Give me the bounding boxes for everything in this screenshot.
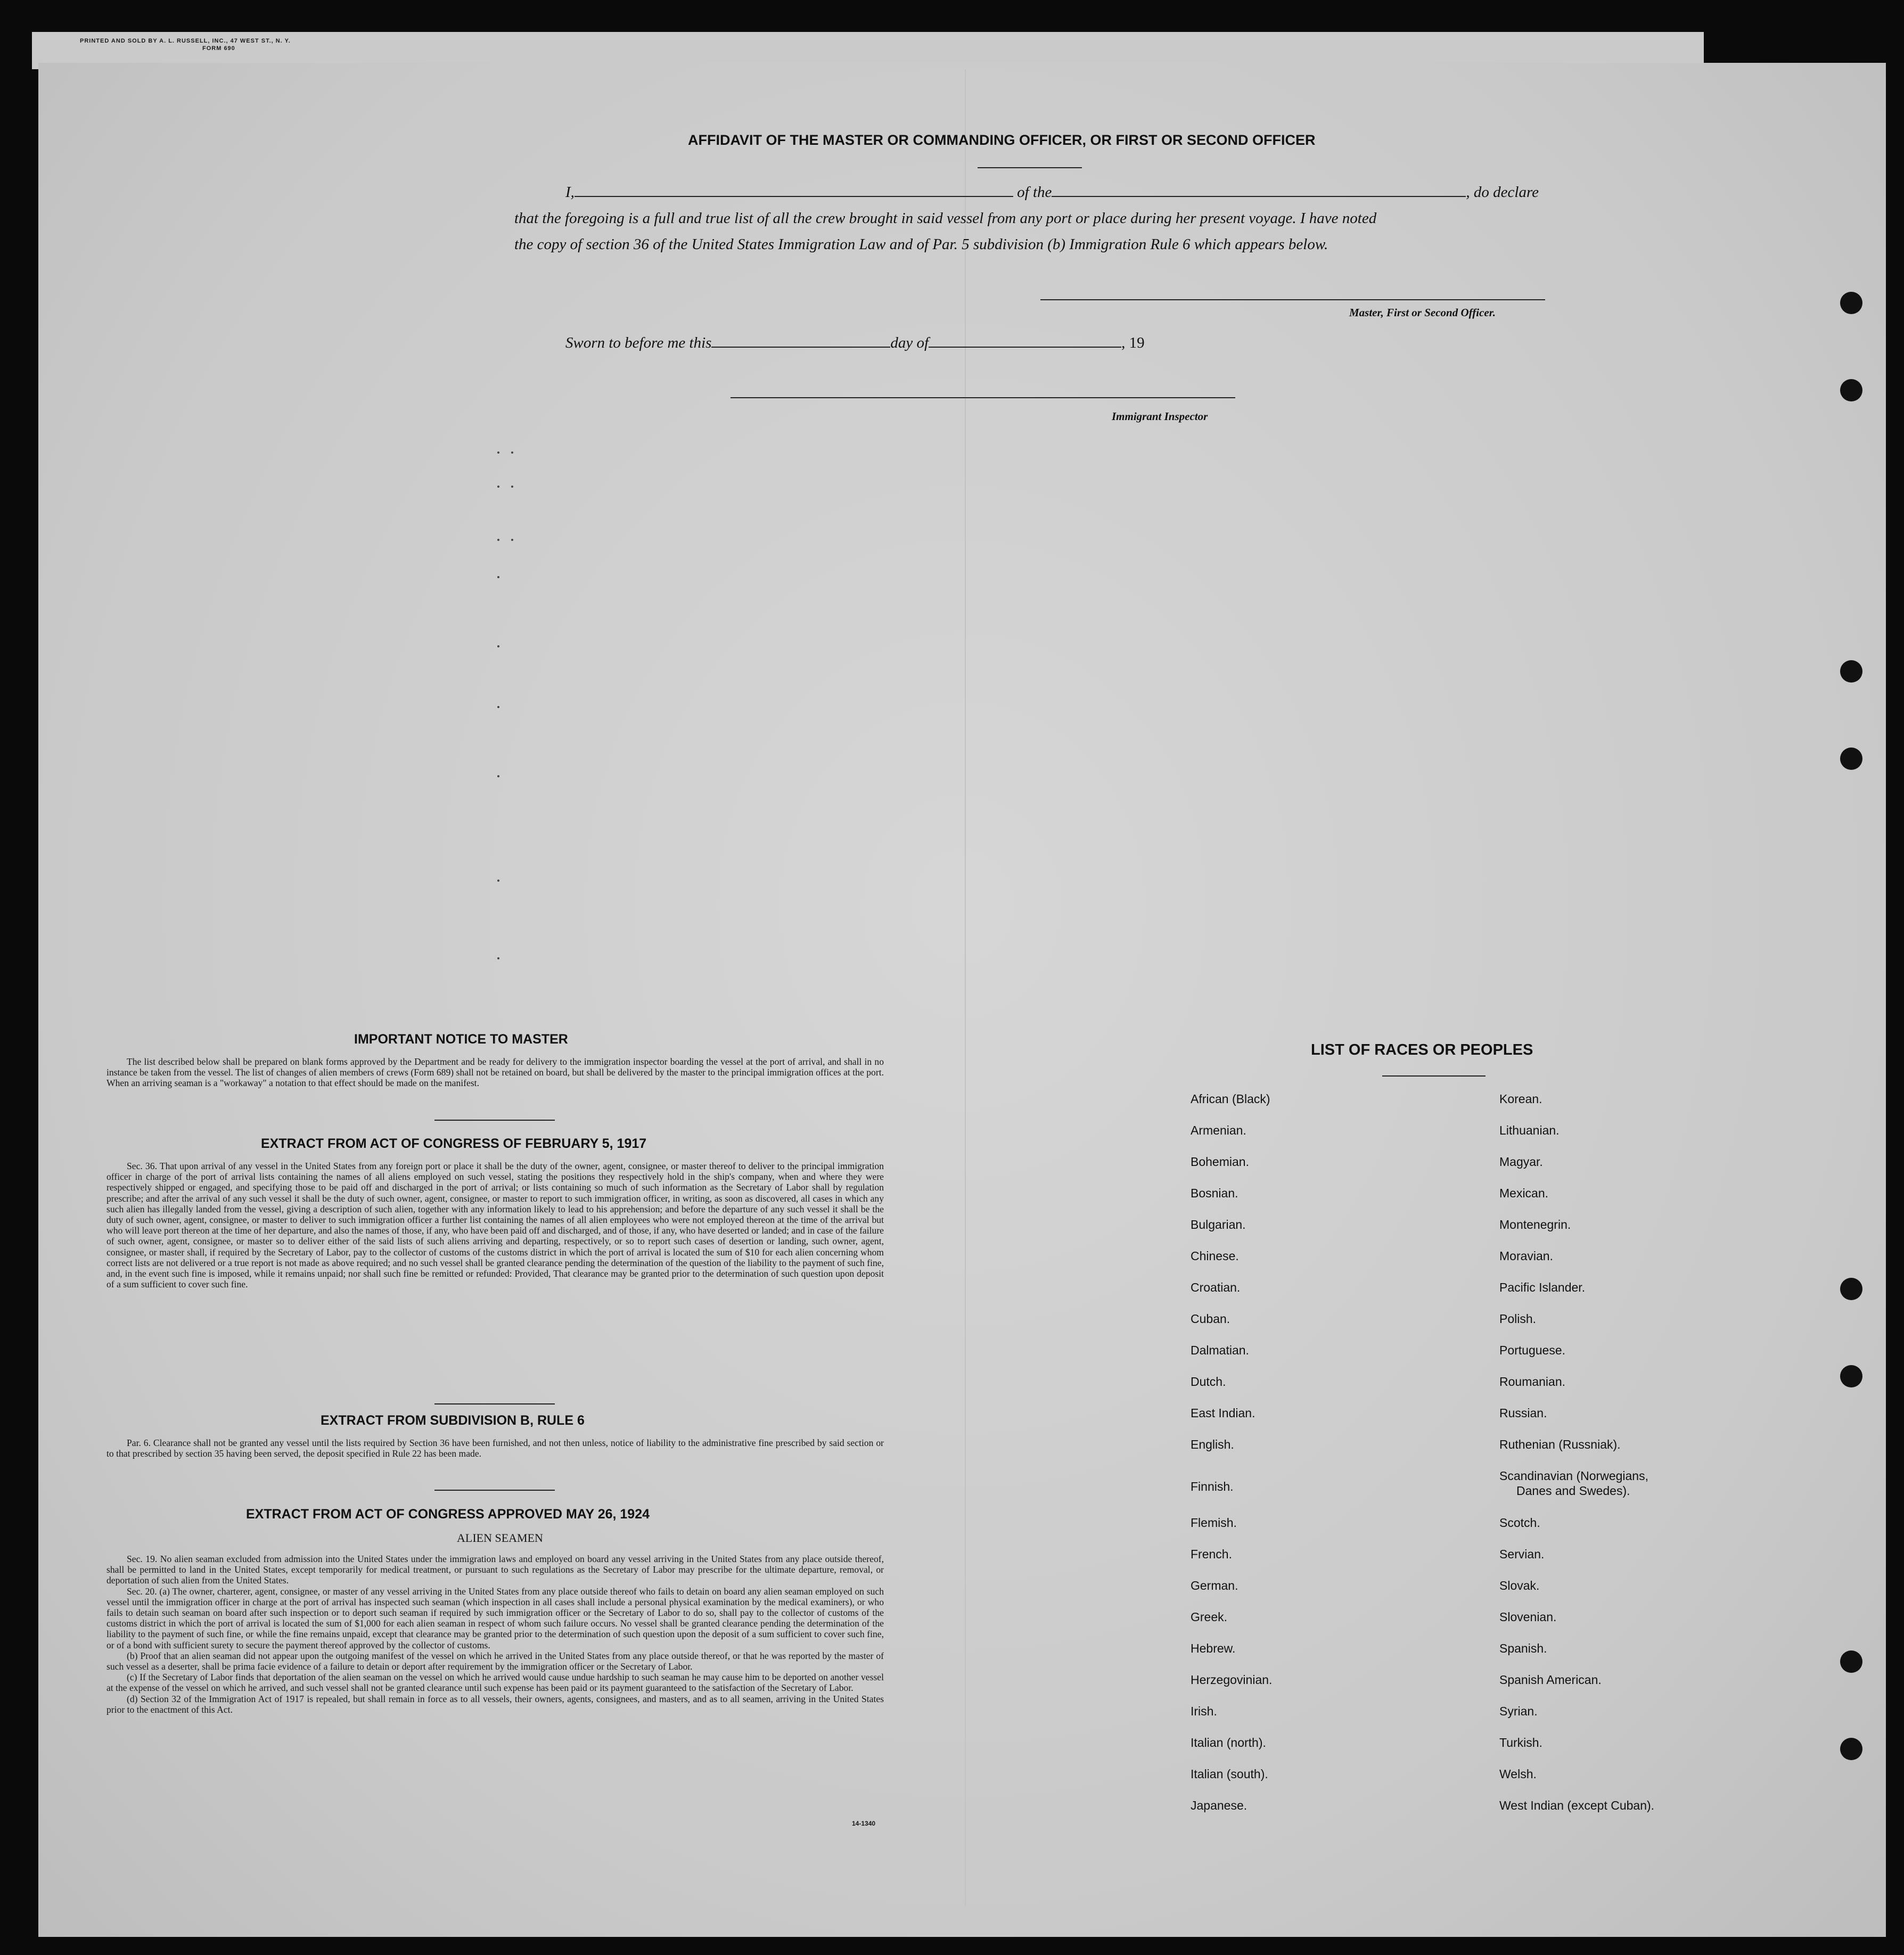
- section-rule: [434, 1403, 555, 1404]
- race-item: Chinese.: [1191, 1249, 1239, 1263]
- notice-paragraph: The list described below shall be prepared on blank forms approved by the Department and be ready for delivery to the immigration inspector boarding the vessel at the port of arrival, and shall in no instance be taken from the vessel. The list of changes of alien members of crews (Form 689) shall not be retained on board, but shall be delivered by the master to the principal immigration offices at the port. When an arriving seaman is a "workaway" a notation to that effect should be made on the manifest.: [106, 1056, 884, 1089]
- race-item: Italian (north).: [1191, 1736, 1266, 1749]
- extract-rule6-title: EXTRACT FROM SUBDIVISION B, RULE 6: [321, 1413, 585, 1428]
- race-item: Syrian.: [1499, 1704, 1538, 1718]
- binder-hole: [1840, 1278, 1862, 1300]
- race-item: Moravian.: [1499, 1249, 1553, 1263]
- race-item: Japanese.: [1191, 1798, 1248, 1812]
- race-item: Turkish.: [1499, 1736, 1542, 1749]
- races-title: LIST OF RACES OR PEOPLES: [1311, 1041, 1533, 1058]
- race-item: Flemish.: [1191, 1516, 1237, 1530]
- race-item: Slovak.: [1499, 1579, 1540, 1592]
- extract-rule6-text: [106, 1438, 884, 1459]
- race-item: Magyar.: [1499, 1155, 1543, 1169]
- extract-1924-paragraph: (c) If the Secretary of Labor finds that deportation of the alien seaman on the vessel on which he arrived would cause undue hardship to such seaman he may cause him to be deported on another vessel at the expense of the vessel on which he arrived, and such vessel shall not be granted clearance until such expense has been paid or its payment guaranteed to the satisfaction of the Secretary of Labor.: [106, 1672, 884, 1694]
- race-item: Roumanian.: [1499, 1375, 1566, 1389]
- race-item: West Indian (except Cuban).: [1499, 1798, 1655, 1812]
- dot-mark: [497, 775, 499, 777]
- dot-mark: [511, 486, 513, 488]
- race-item: Cuban.: [1191, 1312, 1230, 1326]
- extract-1917-paragraph: Sec. 36. That upon arrival of any vessel in the United States from any foreign port or place it shall be the duty of the owner, agent, consignee, or master thereof to deliver to the principal immigration officer in charge of the port of arrival lists containing the names of all aliens employed on such vessel, stating the positions they respectively hold in the ship's company, when and where they were respectively shipped or engaged, and specifying those to be paid off and discharged in the port of arrival; or lists containing so much of such information as the Secretary of Labor shall by regulation prescribe; and after the arrival of any such vessel it shall be the duty of such owner, agent, consignee, or master to report to such immigration officer, in writing, as soon as discovered, all cases in which any such alien has illegally landed from the vessel, giving a description of such alien, together with any information likely to lead to his apprehension; and before the departure of any such vessel it shall be the duty of such owner, agent, consignee, or master to deliver to such immigration officer a further list containing the names of all alien employees who were not employed thereon at the time of the arrival but who will leave port thereon at the time of her departure, and also the names of those, if any, who have been paid off and discharged, and of those, if any, who have deserted or landed; and in case of the failure of such owner, agent, consignee, or master so to deliver either of the said lists of such aliens arriving and departing, respectively, or so to report such cases of desertion or landing, such owner, agent, consignee, or master shall, if required by the Secretary of Labor, pay to the collector of customs of the customs district in which the port of arrival is located the sum of $10 for each alien concerning whom correct lists are not delivered or a true report is not made as above required; and no such vessel shall be granted clearance pending the determination of the question of the liability to the payment of such fine, and, in the event such fine is imposed, while it remains unpaid; nor shall such fine be remitted or refunded: Provided, That clearance may be granted prior to the determination of such question upon deposit of a sum sufficient to cover such fine.: [106, 1161, 884, 1290]
- races-title-rule: [1382, 1075, 1486, 1077]
- race-item: African (Black): [1191, 1092, 1270, 1106]
- binder-hole: [1840, 1365, 1862, 1387]
- race-item: Pacific Islander.: [1499, 1280, 1586, 1294]
- affidavit-line-1: [565, 184, 1539, 201]
- form-number-bottom: 14-1340: [852, 1820, 876, 1827]
- race-item: Dutch.: [1191, 1375, 1226, 1389]
- race-item: Montenegrin.: [1499, 1218, 1571, 1231]
- race-item: Hebrew.: [1191, 1641, 1236, 1655]
- binder-hole: [1840, 660, 1862, 683]
- printer-imprint: [80, 37, 291, 52]
- race-item: Italian (south).: [1191, 1767, 1268, 1781]
- notice-text: [106, 1056, 884, 1089]
- extract-1924-subtitle: ALIEN SEAMEN: [457, 1531, 543, 1545]
- notice-title: IMPORTANT NOTICE TO MASTER: [354, 1032, 568, 1047]
- form-number-top: FORM 690: [202, 45, 235, 52]
- dot-mark: [511, 451, 513, 454]
- race-item: Polish.: [1499, 1312, 1537, 1326]
- sworn-day-field[interactable]: [711, 335, 890, 348]
- dot-mark: [497, 880, 499, 882]
- race-item: Greek.: [1191, 1610, 1228, 1624]
- dot-mark: [497, 957, 499, 959]
- race-item: Scotch.: [1499, 1516, 1540, 1530]
- race-item: Dalmatian.: [1191, 1343, 1249, 1357]
- affidavit-title: AFFIDAVIT OF THE MASTER OR COMMANDING OFFICER, OR FIRST OR SECOND OFFICER: [688, 132, 1316, 148]
- sworn-text: Sworn to before me this: [565, 334, 712, 351]
- sworn-line: [565, 334, 1145, 352]
- extract-1924-paragraph: Sec. 19. No alien seaman excluded from admission into the United States under the immigration laws and employed on board any vessel arriving in the United States from any place outside thereof, shall be permitted to land in the United States, except temporarily for medical treatment, or pursuant to such regulations as the Secretary of Labor may prescribe for the ultimate departure, removal, or deportation of such alien from the United States.: [106, 1554, 884, 1586]
- race-item: Bulgarian.: [1191, 1218, 1246, 1231]
- extract-rule6-paragraph: Par. 6. Clearance shall not be granted any vessel until the lists required by Section 36 have been furnished, and not then unless, notice of liability to the administrative fine prescribed by said section or to that prescribed by section 35 having been served, the deposit specified in Rule 22 has been made.: [106, 1438, 884, 1459]
- affidavit-line-3: the copy of section 36 of the United States Immigration Law and of Par. 5 subdivision (b) Immigration Rule 6 which appears below.: [514, 236, 1328, 253]
- extract-1924-paragraph: (b) Proof that an alien seaman did not appear upon the outgoing manifest of the vessel on which he arrived in the United States from any place outside thereof, or that he was reported by the master of such vessel as a deserter, shall be prima facie evidence of a failure to detain or deport after requirement by the immigration officer or the Secretary of Labor.: [106, 1650, 884, 1672]
- race-item: Croatian.: [1191, 1280, 1241, 1294]
- race-item: Scandinavian (Norwegians,: [1499, 1469, 1648, 1483]
- dot-mark: [497, 576, 499, 578]
- race-item: Welsh.: [1499, 1767, 1537, 1781]
- race-item: Russian.: [1499, 1406, 1547, 1420]
- race-item: Armenian.: [1191, 1123, 1246, 1137]
- affidavit-line-2: that the foregoing is a full and true list of all the crew brought in said vessel from any port or place during her present voyage. I have noted: [514, 210, 1377, 227]
- race-item: German.: [1191, 1579, 1238, 1592]
- race-item: Korean.: [1499, 1092, 1542, 1106]
- race-item: Mexican.: [1499, 1186, 1549, 1200]
- printer-name: PRINTED AND SOLD BY A. L. RUSSELL, INC., 47 WEST ST., N. Y.: [80, 38, 291, 44]
- race-item: Portuguese.: [1499, 1343, 1566, 1357]
- master-name-field[interactable]: [575, 184, 1013, 197]
- extract-1917-title: EXTRACT FROM ACT OF CONGRESS OF FEBRUARY 5, 1917: [261, 1136, 647, 1151]
- race-item: Irish.: [1191, 1704, 1217, 1718]
- extract-1924-text: [106, 1554, 884, 1715]
- dot-mark: [497, 539, 499, 541]
- section-rule: [434, 1490, 555, 1491]
- binder-hole: [1840, 1738, 1862, 1760]
- affidavit-title-rule: [978, 167, 1082, 168]
- inspector-signature-line[interactable]: [731, 397, 1235, 398]
- extract-1924-title: EXTRACT FROM ACT OF CONGRESS APPROVED MAY 26, 1924: [246, 1507, 650, 1522]
- affidavit-of-the: of the: [1017, 184, 1052, 201]
- dot-mark: [497, 706, 499, 708]
- race-item: Servian.: [1499, 1547, 1545, 1561]
- binder-hole: [1840, 1650, 1862, 1673]
- extract-1917-text: [106, 1161, 884, 1289]
- race-item: East Indian.: [1191, 1406, 1255, 1420]
- binder-hole: [1840, 379, 1862, 401]
- race-item: Spanish American.: [1499, 1673, 1602, 1687]
- race-item: Lithuanian.: [1499, 1123, 1560, 1137]
- dot-mark: [497, 645, 499, 647]
- dot-mark: [497, 486, 499, 488]
- extract-1924-paragraph: Sec. 20. (a) The owner, charterer, agent, consignee, or master of any vessel arriving in the United States from any place outside thereof who fails to detain on board any alien seaman employed on such vessel until the immigration officer in charge at the port of arrival has inspected such seaman (which inspection in all cases shall include a personal physical examination by the medical examiners), or who fails to detain such seaman on board after such inspection or to deport such seaman if required by such immigration officer or the Secretary of Labor to do so, shall pay to the collector of customs of the customs district in which the port of arrival is located the sum of $1,000 for each alien seaman in respect of whom such failure occurs. No vessel shall be granted clearance pending the determination of the liability to the payment of such fine, or while the fine remains unpaid, except that clearance may be granted prior to the determination of such question upon the deposit of a sum sufficient to cover such fine, or of a bond with sufficient surety to secure the payment thereof approved by the collector of customs.: [106, 1586, 884, 1650]
- dot-mark: [497, 451, 499, 454]
- race-item: English.: [1191, 1438, 1234, 1451]
- vessel-name-field[interactable]: [1052, 184, 1466, 197]
- race-item: Finnish.: [1191, 1480, 1234, 1493]
- extract-1924-paragraph: (d) Section 32 of the Immigration Act of 1917 is repealed, but shall remain in force as to all vessels, their owners, agents, consignees, and masters, and as to all seamen, arriving in the United States prior to the enactment of this Act.: [106, 1693, 884, 1715]
- affidavit-declare: , do declare: [1466, 184, 1539, 201]
- binder-hole: [1840, 748, 1862, 770]
- dot-mark: [511, 539, 513, 541]
- master-signature-label: Master, First or Second Officer.: [1349, 306, 1496, 319]
- sworn-month-field[interactable]: [929, 335, 1121, 348]
- race-item: Bosnian.: [1191, 1186, 1238, 1200]
- race-item: Ruthenian (Russniak).: [1499, 1438, 1621, 1451]
- race-item: Bohemian.: [1191, 1155, 1249, 1169]
- race-item: French.: [1191, 1547, 1232, 1561]
- race-item-continuation: Danes and Swedes).: [1516, 1484, 1630, 1498]
- race-item: Spanish.: [1499, 1641, 1547, 1655]
- sworn-year: , 19: [1121, 334, 1145, 351]
- sworn-day-of: day of: [890, 334, 929, 351]
- binder-hole: [1840, 292, 1862, 314]
- master-signature-line[interactable]: [1040, 299, 1545, 300]
- race-item: Herzegovinian.: [1191, 1673, 1273, 1687]
- section-rule: [434, 1120, 555, 1121]
- inspector-signature-label: Immigrant Inspector: [1112, 410, 1208, 423]
- affidavit-i: I,: [565, 184, 575, 201]
- race-item: Slovenian.: [1499, 1610, 1557, 1624]
